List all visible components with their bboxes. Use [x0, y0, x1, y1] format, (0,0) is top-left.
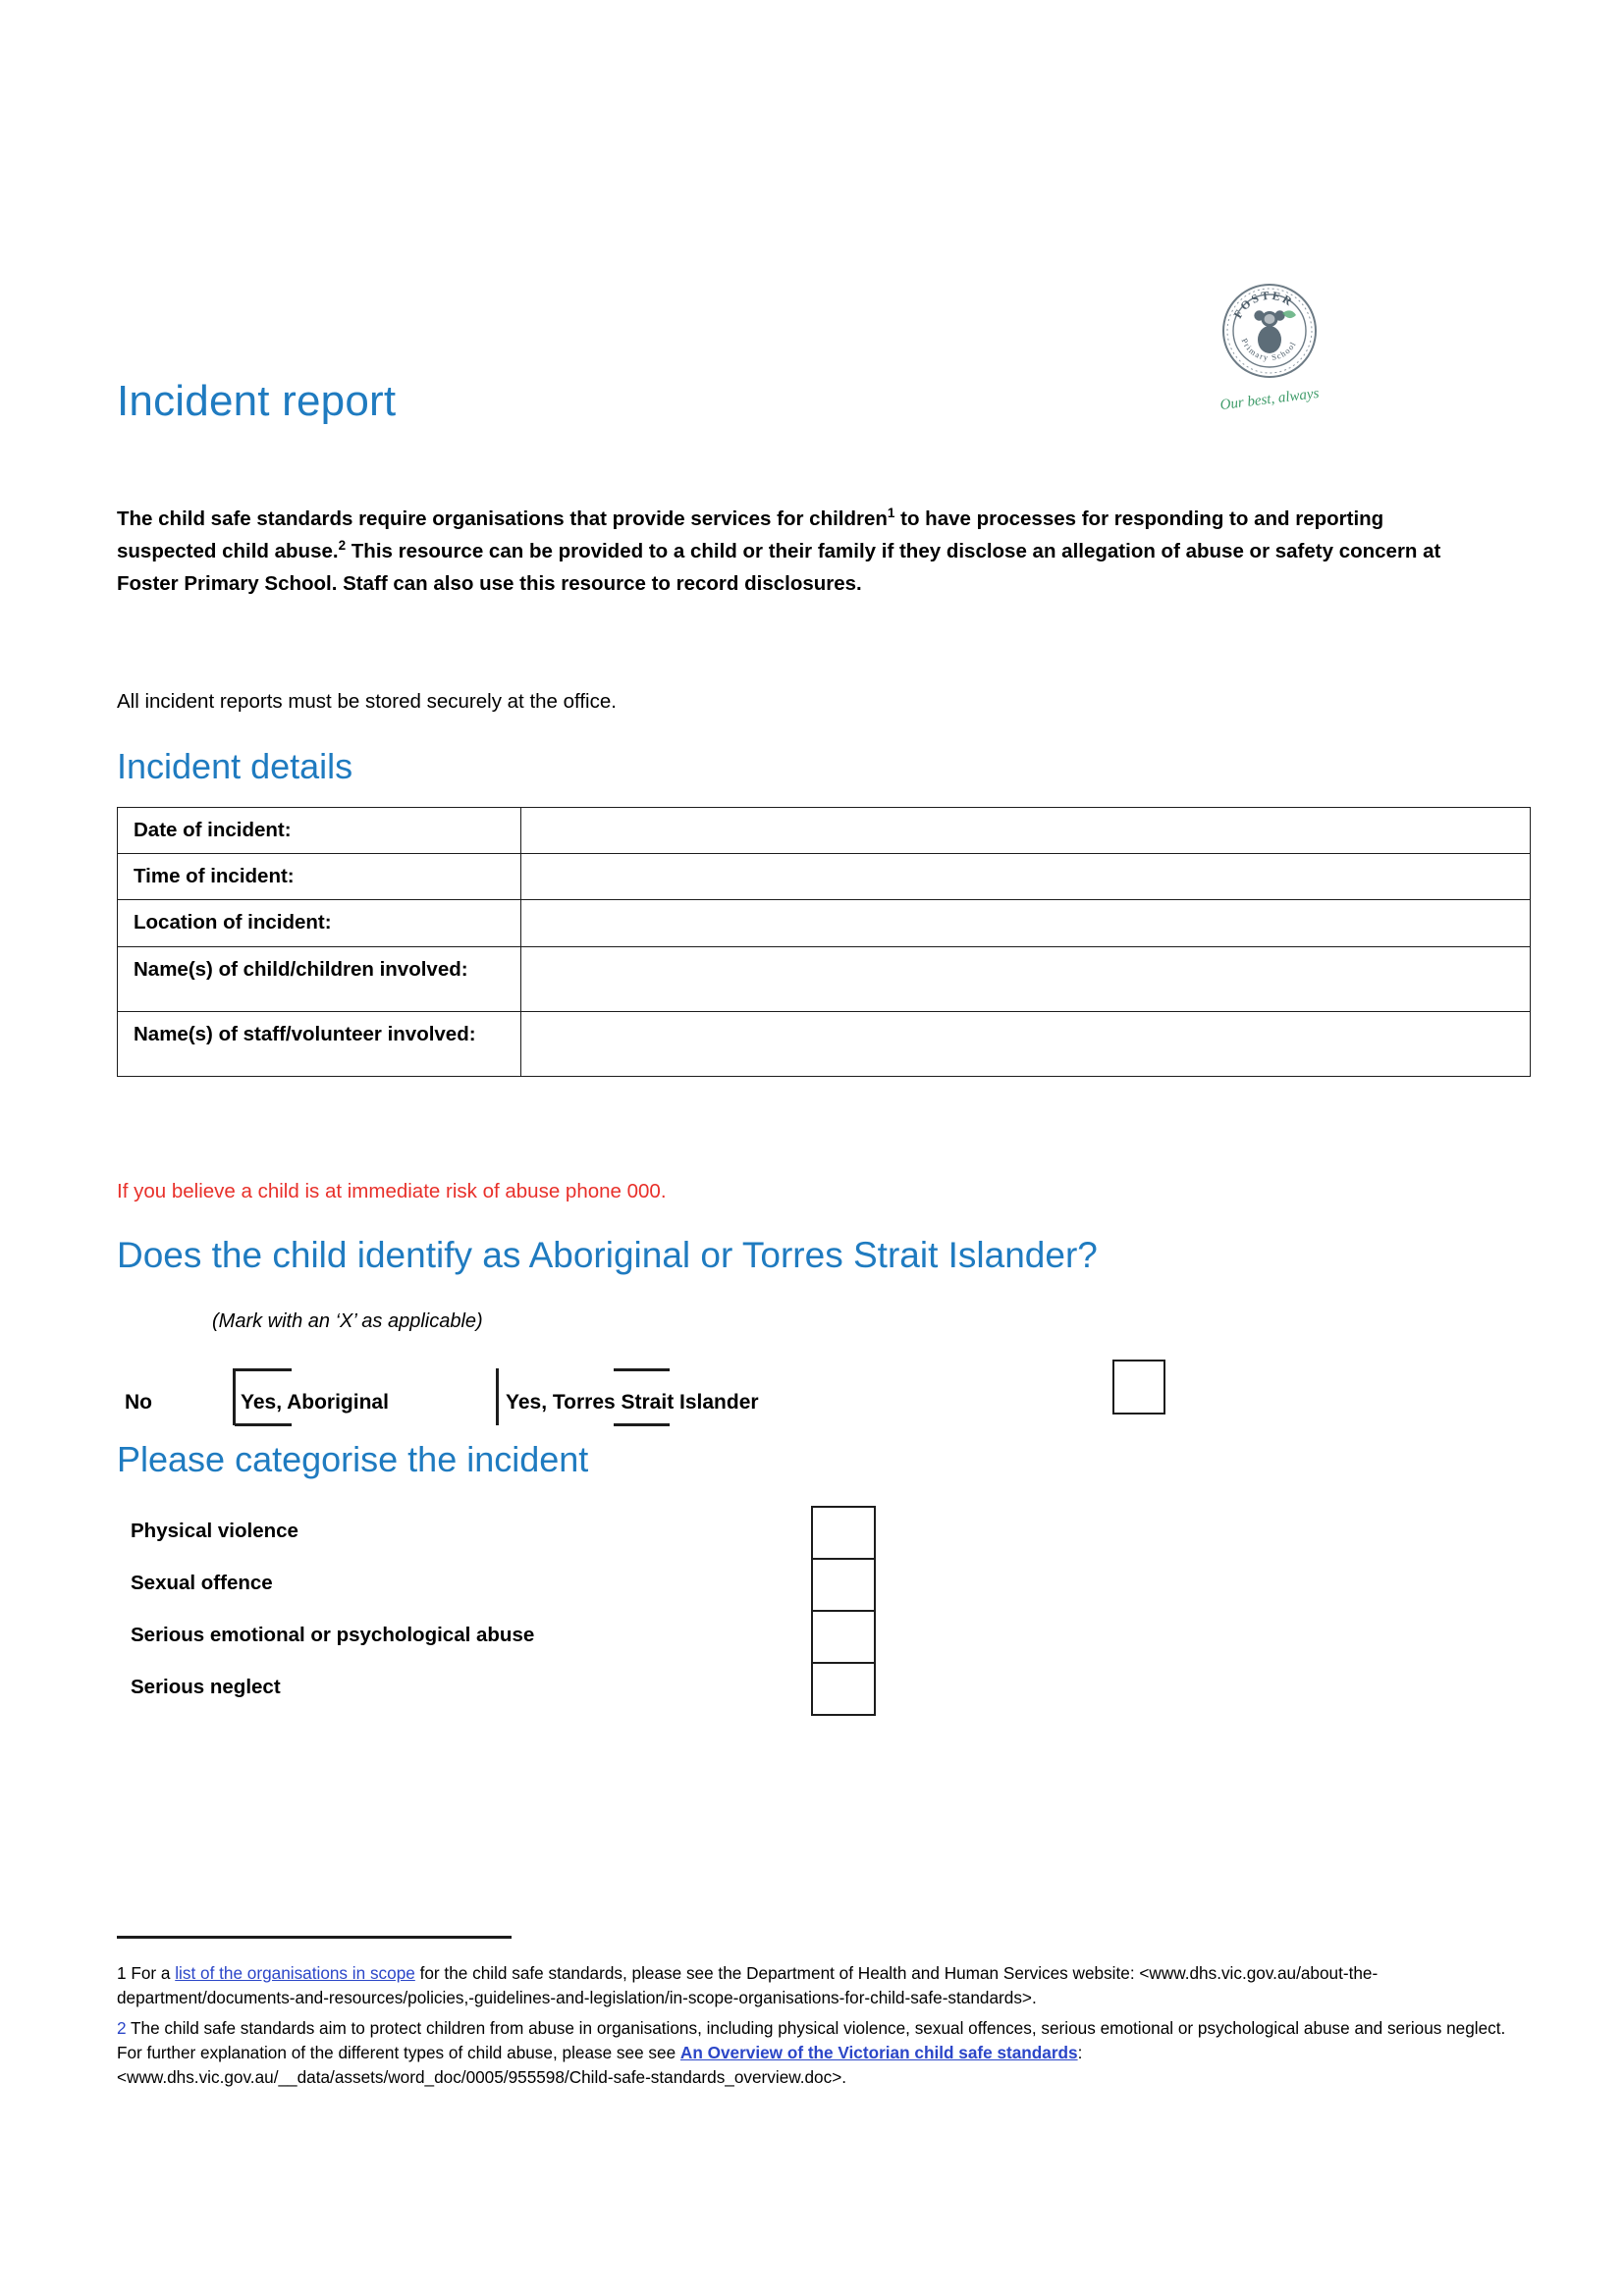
- svg-text:Our best, always: Our best, always: [1218, 385, 1321, 414]
- footnote-ref-2: 2: [338, 538, 347, 554]
- category-checkbox-sexual-offence[interactable]: [813, 1560, 874, 1612]
- footnote-separator: [117, 1936, 512, 1939]
- intro-part1: The child safe standards require organisations that provide services for children: [117, 507, 888, 530]
- row-label: Time of incident:: [118, 854, 521, 900]
- intro-part3: This resource can be provided to a child or their family if they disclose an allegation of abuse or safety concern at Foster Primary School. Staff can also use this resource to record disclosures.: [117, 540, 1441, 596]
- footnotes-section: [117, 1961, 1511, 2096]
- option-rule-mark: [614, 1368, 670, 1371]
- footnote-1: [117, 1961, 1511, 2010]
- intro-part2: to have processes for responding to and reporting suspected child abuse.: [117, 507, 1384, 563]
- row-label: Name(s) of child/children involved:: [118, 946, 521, 1011]
- aboriginal-answer-checkbox[interactable]: [1112, 1360, 1165, 1415]
- immediate-risk-alert: If you believe a child is at immediate risk of abuse phone 000.: [117, 1180, 667, 1202]
- table-row: [118, 854, 1531, 900]
- footnote-1-link[interactable]: list of the organisations in scope: [175, 1963, 415, 1983]
- footnote-1-tail: for the child safe standards, please see the Department of Health and Human Services website: <www.dhs.vic.gov.au/about-the-department/documents-and-resources/policies,-guidelines-and-legislation/in-scope-organisations-for-child-safe-standards>.: [117, 1963, 1379, 2007]
- aboriginal-options-row: [0, 1366, 1623, 1425]
- row-value-field[interactable]: [521, 1011, 1531, 1076]
- category-label-sexual-offence: Sexual offence: [131, 1572, 273, 1594]
- row-label: Name(s) of staff/volunteer involved:: [118, 1011, 521, 1076]
- option-no[interactable]: No: [125, 1391, 152, 1414]
- page-title: Incident report: [117, 377, 397, 425]
- row-label: Date of incident:: [118, 808, 521, 854]
- incident-details-heading: Incident details: [117, 746, 353, 786]
- incident-details-table: [117, 807, 1531, 1077]
- footnote-ref-1: 1: [887, 506, 895, 521]
- option-yes-aboriginal[interactable]: Yes, Aboriginal: [241, 1391, 389, 1414]
- footnote-2-link[interactable]: An Overview of the Victorian child safe standards: [679, 2042, 1078, 2062]
- footnote-1-marker: 1: [117, 1963, 127, 1983]
- table-row: [118, 808, 1531, 854]
- footnote-2-marker: 2: [117, 2017, 127, 2038]
- table-row: [118, 1011, 1531, 1076]
- option-yes-torres-strait-islander[interactable]: Yes, Torres Strait Islander: [506, 1391, 759, 1414]
- footnote-2-lead: The child safe standards aim to protect children from abuse in organisations, including physical violence, sexual offences, serious emotional or psychological abuse and serious neglect. For further explanation of the different types of child abuse, please see see: [117, 2017, 1506, 2062]
- categorise-heading: Please categorise the incident: [117, 1439, 589, 1479]
- category-checkbox-column: [811, 1506, 876, 1716]
- svg-text:FOSTER: FOSTER: [1230, 288, 1297, 321]
- footnote-2-tail: : <www.dhs.vic.gov.au/__data/assets/word_doc/0005/955598/Child-safe-standards_overview.doc>.: [117, 2042, 1083, 2087]
- option-divider-bar: [233, 1368, 236, 1425]
- row-value-field[interactable]: [521, 946, 1531, 1011]
- option-divider-bar: [496, 1368, 499, 1425]
- footnote-2: [117, 2016, 1511, 2090]
- row-value-field[interactable]: [521, 808, 1531, 854]
- option-rule-mark: [235, 1368, 292, 1371]
- intro-paragraph: [117, 503, 1477, 601]
- storage-note: All incident reports must be stored securely at the office.: [117, 690, 617, 713]
- category-checkbox-serious-emotional-or-psychological-abuse[interactable]: [813, 1612, 874, 1664]
- category-label-serious-emotional-or-psychological-abuse: Serious emotional or psychological abuse: [131, 1624, 535, 1646]
- mark-with-x-hint: (Mark with an ‘X’ as applicable): [212, 1310, 483, 1332]
- foster-primary-school-crest-logo: [1210, 280, 1329, 417]
- row-value-field[interactable]: [521, 900, 1531, 946]
- row-value-field[interactable]: [521, 854, 1531, 900]
- footnote-1-lead: For a: [126, 1963, 176, 1983]
- category-label-physical-violence: Physical violence: [131, 1520, 298, 1542]
- svg-text:Primary School: Primary School: [1239, 337, 1299, 363]
- aboriginal-question-heading: Does the child identify as Aboriginal or Torres Strait Islander?: [117, 1235, 1098, 1275]
- option-rule-mark: [235, 1423, 292, 1426]
- category-checkbox-serious-neglect[interactable]: [813, 1664, 874, 1716]
- table-row: [118, 900, 1531, 946]
- category-label-serious-neglect: Serious neglect: [131, 1676, 281, 1698]
- row-label: Location of incident:: [118, 900, 521, 946]
- table-row: [118, 946, 1531, 1011]
- option-rule-mark: [614, 1423, 670, 1426]
- category-checkbox-physical-violence[interactable]: [813, 1508, 874, 1560]
